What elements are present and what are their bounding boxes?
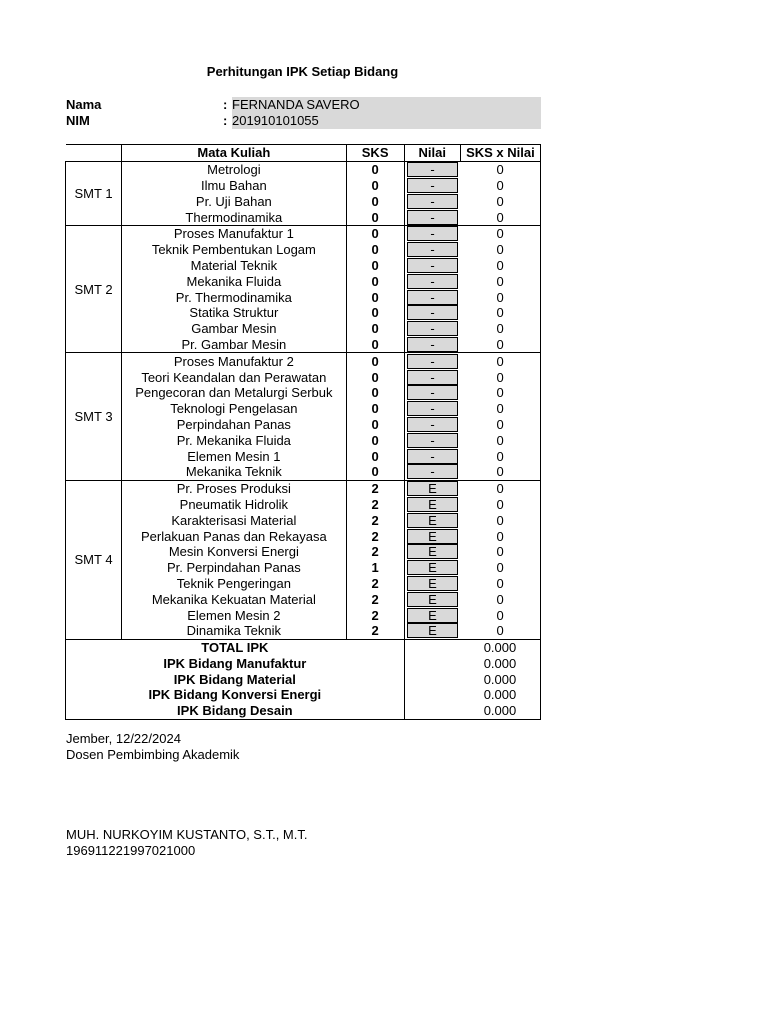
table-row <box>66 369 541 385</box>
course-nilai[interactable]: - <box>407 370 459 385</box>
course-sks-x-nilai: 0 <box>460 273 540 289</box>
course-sks-x-nilai: 0 <box>460 161 540 177</box>
course-nilai-cell <box>404 289 460 305</box>
table-row <box>66 242 541 258</box>
summary-body <box>66 639 541 719</box>
course-sks-x-nilai: 0 <box>460 321 540 337</box>
course-sks-x-nilai: 0 <box>460 432 540 448</box>
course-nilai[interactable]: - <box>407 210 459 225</box>
course-sks: 2 <box>346 591 404 607</box>
table-row <box>66 337 541 353</box>
header-sks: SKS <box>346 145 404 162</box>
table-row <box>66 305 541 321</box>
course-sks: 0 <box>346 178 404 194</box>
course-name: Pr. Thermodinamika <box>122 289 346 305</box>
summary-value: 0.000 <box>404 687 540 703</box>
course-name: Thermodinamika <box>122 209 346 225</box>
course-nilai-cell <box>404 209 460 225</box>
summary-value: 0.000 <box>404 671 540 687</box>
summary-row <box>66 671 541 687</box>
course-name: Pneumatik Hidrolik <box>122 497 346 513</box>
course-nilai-cell <box>404 385 460 401</box>
course-nilai-cell <box>404 607 460 623</box>
course-name: Mekanika Teknik <box>122 464 346 480</box>
course-nilai-cell <box>404 591 460 607</box>
course-sks: 0 <box>346 289 404 305</box>
course-name: Teknik Pembentukan Logam <box>122 242 346 258</box>
course-sks-x-nilai: 0 <box>460 178 540 194</box>
nim-colon: : <box>223 113 228 128</box>
course-sks: 0 <box>346 305 404 321</box>
course-name: Mesin Konversi Energi <box>122 544 346 560</box>
course-nilai[interactable]: - <box>407 226 459 241</box>
course-sks-x-nilai: 0 <box>460 417 540 433</box>
table-row <box>66 161 541 177</box>
signer-nip: 196911221997021000 <box>66 843 196 858</box>
header-blank <box>66 145 122 162</box>
course-name: Pr. Perpindahan Panas <box>122 560 346 576</box>
course-nilai[interactable]: E <box>407 481 459 496</box>
course-sks: 0 <box>346 417 404 433</box>
summary-value: 0.000 <box>404 656 540 672</box>
course-name: Teknologi Pengelasan <box>122 401 346 417</box>
course-nilai[interactable]: - <box>407 178 459 193</box>
summary-value: 0.000 <box>404 703 540 719</box>
course-sks-x-nilai: 0 <box>460 448 540 464</box>
course-sks-x-nilai: 0 <box>460 464 540 480</box>
course-sks: 2 <box>346 607 404 623</box>
course-nilai[interactable]: - <box>407 274 459 289</box>
course-sks-x-nilai: 0 <box>460 544 540 560</box>
course-sks: 2 <box>346 512 404 528</box>
course-nilai-cell <box>404 225 460 241</box>
course-nilai-cell <box>404 161 460 177</box>
course-nilai-cell <box>404 353 460 369</box>
course-nilai[interactable]: - <box>407 194 459 209</box>
semester-label: SMT 1 <box>66 161 122 225</box>
table-row <box>66 591 541 607</box>
table-row <box>66 417 541 433</box>
course-sks: 0 <box>346 258 404 274</box>
course-nilai[interactable]: E <box>407 497 459 512</box>
table-row <box>66 321 541 337</box>
summary-row <box>66 639 541 655</box>
table-row <box>66 353 541 369</box>
course-sks: 0 <box>346 242 404 258</box>
course-nilai[interactable]: E <box>407 623 459 638</box>
course-name: Elemen Mesin 2 <box>122 607 346 623</box>
table-row <box>66 544 541 560</box>
course-sks-x-nilai: 0 <box>460 576 540 592</box>
course-name: Karakterisasi Material <box>122 512 346 528</box>
course-nilai-cell <box>404 273 460 289</box>
course-nilai[interactable]: - <box>407 258 459 273</box>
course-sks: 2 <box>346 497 404 513</box>
course-nilai[interactable]: - <box>407 354 459 369</box>
grades-body <box>66 161 541 639</box>
course-name: Proses Manufaktur 1 <box>122 225 346 241</box>
table-row <box>66 401 541 417</box>
course-sks: 0 <box>346 321 404 337</box>
summary-label: IPK Bidang Manufaktur <box>66 656 405 672</box>
summary-row <box>66 703 541 719</box>
course-nilai[interactable]: E <box>407 592 459 607</box>
course-name: Pr. Gambar Mesin <box>122 337 346 353</box>
table-row <box>66 464 541 480</box>
course-nilai-cell <box>404 321 460 337</box>
course-sks-x-nilai: 0 <box>460 591 540 607</box>
course-name: Teori Keandalan dan Perawatan <box>122 369 346 385</box>
table-row <box>66 193 541 209</box>
course-sks: 1 <box>346 560 404 576</box>
table-row <box>66 560 541 576</box>
course-sks-x-nilai: 0 <box>460 480 540 496</box>
course-sks: 0 <box>346 448 404 464</box>
course-sks: 0 <box>346 401 404 417</box>
table-row <box>66 289 541 305</box>
course-nilai[interactable]: - <box>407 321 459 336</box>
course-sks-x-nilai: 0 <box>460 401 540 417</box>
course-sks: 0 <box>346 225 404 241</box>
course-name: Mekanika Fluida <box>122 273 346 289</box>
table-row <box>66 480 541 496</box>
table-header-row <box>66 145 541 162</box>
course-sks: 2 <box>346 576 404 592</box>
course-nilai-cell <box>404 258 460 274</box>
course-nilai[interactable]: E <box>407 544 459 559</box>
course-name: Pr. Proses Produksi <box>122 480 346 496</box>
course-sks: 0 <box>346 385 404 401</box>
nama-value: FERNANDA SAVERO <box>232 97 541 113</box>
course-nilai-cell <box>404 576 460 592</box>
table-row <box>66 209 541 225</box>
course-nilai-cell <box>404 497 460 513</box>
course-sks: 2 <box>346 544 404 560</box>
summary-row <box>66 656 541 672</box>
course-nilai[interactable]: - <box>407 305 459 320</box>
course-sks-x-nilai: 0 <box>460 305 540 321</box>
course-nilai-cell <box>404 242 460 258</box>
course-nilai[interactable]: - <box>407 449 459 464</box>
course-nilai-cell <box>404 178 460 194</box>
course-nilai-cell <box>404 305 460 321</box>
course-name: Mekanika Kekuatan Material <box>122 591 346 607</box>
table-row <box>66 225 541 241</box>
course-name: Statika Struktur <box>122 305 346 321</box>
header-nilai: Nilai <box>404 145 460 162</box>
summary-label: IPK Bidang Material <box>66 671 405 687</box>
course-nilai[interactable]: E <box>407 529 459 544</box>
course-name: Gambar Mesin <box>122 321 346 337</box>
page-title: Perhitungan IPK Setiap Bidang <box>206 64 399 79</box>
course-nilai-cell <box>404 401 460 417</box>
course-sks-x-nilai: 0 <box>460 623 540 639</box>
course-name: Elemen Mesin 1 <box>122 448 346 464</box>
table-row <box>66 432 541 448</box>
course-nilai-cell <box>404 560 460 576</box>
course-sks-x-nilai: 0 <box>460 258 540 274</box>
table-row <box>66 385 541 401</box>
summary-label: IPK Bidang Desain <box>66 703 405 719</box>
nama-colon: : <box>223 97 228 112</box>
course-sks-x-nilai: 0 <box>460 209 540 225</box>
course-nilai[interactable]: - <box>407 464 459 479</box>
course-sks: 0 <box>346 337 404 353</box>
course-sks: 0 <box>346 209 404 225</box>
course-nilai[interactable]: - <box>407 401 459 416</box>
course-sks: 2 <box>346 528 404 544</box>
course-sks-x-nilai: 0 <box>460 512 540 528</box>
course-nilai[interactable]: E <box>407 513 459 528</box>
table-row <box>66 497 541 513</box>
course-sks: 0 <box>346 161 404 177</box>
course-nilai-cell <box>404 448 460 464</box>
course-nilai[interactable]: E <box>407 608 459 623</box>
table-row <box>66 273 541 289</box>
course-sks-x-nilai: 0 <box>460 353 540 369</box>
course-name: Ilmu Bahan <box>122 178 346 194</box>
course-sks: 0 <box>346 193 404 209</box>
signer-name: MUH. NURKOYIM KUSTANTO, S.T., M.T. <box>66 827 308 842</box>
course-nilai-cell <box>404 369 460 385</box>
course-name: Dinamika Teknik <box>122 623 346 639</box>
course-nilai[interactable]: - <box>407 242 459 257</box>
course-name: Material Teknik <box>122 258 346 274</box>
course-sks-x-nilai: 0 <box>460 289 540 305</box>
course-sks-x-nilai: 0 <box>460 337 540 353</box>
place-date: Jember, 12/22/2024 <box>66 731 181 746</box>
course-nilai[interactable]: - <box>407 162 459 177</box>
course-sks-x-nilai: 0 <box>460 225 540 241</box>
nim-row <box>66 113 542 129</box>
table-row <box>66 607 541 623</box>
summary-row <box>66 687 541 703</box>
table-row <box>66 512 541 528</box>
summary-label: TOTAL IPK <box>66 639 405 655</box>
course-sks-x-nilai: 0 <box>460 385 540 401</box>
course-nilai-cell <box>404 480 460 496</box>
course-nilai[interactable]: - <box>407 337 459 352</box>
header-mata-kuliah: Mata Kuliah <box>122 145 346 162</box>
table-row <box>66 528 541 544</box>
course-name: Pengecoran dan Metalurgi Serbuk <box>122 385 346 401</box>
course-nilai-cell <box>404 432 460 448</box>
course-nilai-cell <box>404 528 460 544</box>
course-sks-x-nilai: 0 <box>460 242 540 258</box>
course-nilai-cell <box>404 512 460 528</box>
course-nilai[interactable]: - <box>407 433 459 448</box>
course-name: Teknik Pengeringan <box>122 576 346 592</box>
course-nilai-cell <box>404 417 460 433</box>
course-nilai[interactable]: - <box>407 417 459 432</box>
course-sks-x-nilai: 0 <box>460 607 540 623</box>
course-sks-x-nilai: 0 <box>460 560 540 576</box>
semester-label: SMT 2 <box>66 225 122 352</box>
course-sks: 2 <box>346 623 404 639</box>
semester-label: SMT 3 <box>66 353 122 480</box>
course-sks: 0 <box>346 369 404 385</box>
course-sks: 0 <box>346 353 404 369</box>
table-row <box>66 623 541 639</box>
course-nilai-cell <box>404 623 460 639</box>
table-row <box>66 178 541 194</box>
semester-label: SMT 4 <box>66 480 122 639</box>
course-sks: 0 <box>346 273 404 289</box>
course-nilai-cell <box>404 193 460 209</box>
summary-label: IPK Bidang Konversi Energi <box>66 687 405 703</box>
header-sks-x-nilai: SKS x Nilai <box>460 145 540 162</box>
course-nilai-cell <box>404 544 460 560</box>
summary-value: 0.000 <box>404 639 540 655</box>
course-sks: 2 <box>346 480 404 496</box>
course-sks: 0 <box>346 464 404 480</box>
course-name: Pr. Mekanika Fluida <box>122 432 346 448</box>
course-name: Perpindahan Panas <box>122 417 346 433</box>
course-nilai[interactable]: E <box>407 576 459 591</box>
course-sks-x-nilai: 0 <box>460 193 540 209</box>
course-nilai[interactable]: - <box>407 385 459 400</box>
course-nilai[interactable]: E <box>407 560 459 575</box>
course-sks-x-nilai: 0 <box>460 497 540 513</box>
nama-row <box>66 97 542 113</box>
nim-label: NIM <box>66 113 90 128</box>
table-row <box>66 576 541 592</box>
grades-table <box>65 144 541 720</box>
course-name: Proses Manufaktur 2 <box>122 353 346 369</box>
course-nilai[interactable]: - <box>407 290 459 305</box>
course-name: Metrologi <box>122 161 346 177</box>
course-nilai-cell <box>404 337 460 353</box>
course-name: Perlakuan Panas dan Rekayasa <box>122 528 346 544</box>
course-sks: 0 <box>346 432 404 448</box>
course-name: Pr. Uji Bahan <box>122 193 346 209</box>
table-row <box>66 258 541 274</box>
table-row <box>66 448 541 464</box>
advisor-role: Dosen Pembimbing Akademik <box>66 747 240 762</box>
nim-value: 201910101055 <box>232 113 541 129</box>
course-sks-x-nilai: 0 <box>460 369 540 385</box>
nama-label: Nama <box>66 97 102 112</box>
course-sks-x-nilai: 0 <box>460 528 540 544</box>
course-nilai-cell <box>404 464 460 480</box>
